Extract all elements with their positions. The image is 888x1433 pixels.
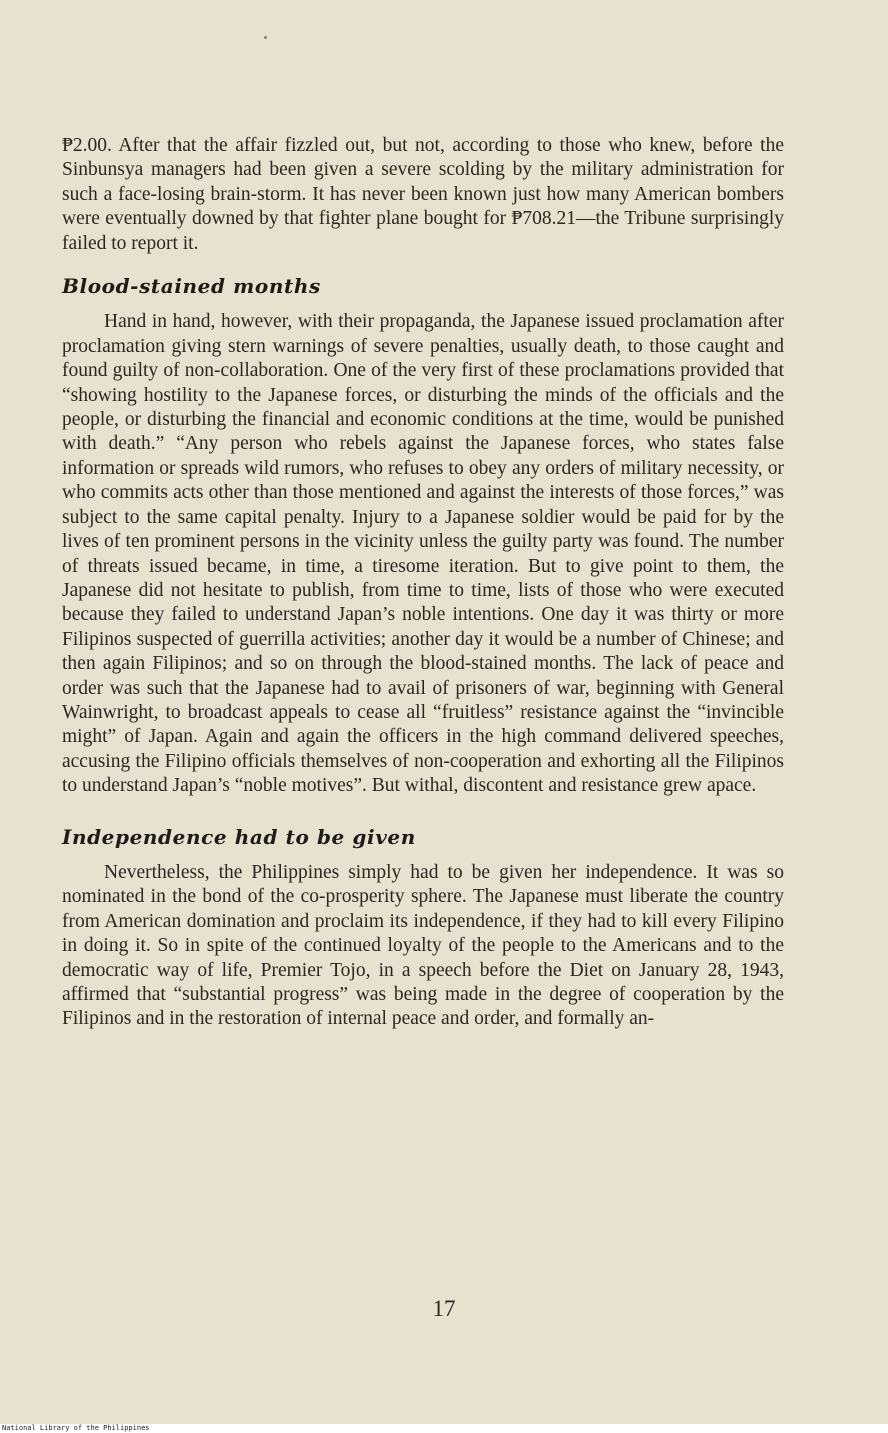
section-paragraph-blood-stained-months: Hand in hand, however, with their propaganda, the Japanese issued proclamation after proclamation giving stern warnings of severe penalties, usually death, to those caught and found guilty of non-collaboration. One of the very first of these proclamations provided that “showing hostility to the Japanese forces, or disturbing the minds of the officials and the people, or disturbing the financial and economic conditions at the time, would be punished with death.” “Any person who rebels against the Japanese forces, who states false information or spreads wild rumors, who refuses to obey any orders of military necessity, or who commits acts other than those mentioned and against the interests of those forces,” was subject to the same capital penalty. Injury to a Japanese soldier would be paid for by the lives of ten prominent persons in the vicinity unless the guilty party was found. The number of threats issued became, in time, a tiresome iteration. But to give point to them, the Japanese did not hesitate to publish, from time to time, lists of those who were executed because they failed to understand Japan’s noble intentions. One day it was thirty or more Filipinos suspected of guerrilla activities; another day it would be a number of Chinese; and then again Filipinos; and so on through the blood-stained months. The lack of peace and order was such that the Japanese had to avail of prisoners of war, beginning with General Wainwright, to broadcast appeals to cease all “fruitless” resistance against the “invincible might” of Japan. Again and again the officers in the high command delivered speeches, accusing the Filipino officials themselves of non-cooperation and exhorting all the Filipinos to understand Japan’s “noble motives”. But withal, discontent and resistance grew apace. [62,311,784,797]
intro-paragraph: ₱2.00. After that the affair fizzled out, but not, according to those who knew, before the Sinbunsya managers had been given a severe scolding by the military administration for such a face-losing brain-storm. It has never been known just how many American bombers were eventually downed by that fighter plane bought for ₱708.21—the Tribune surprisingly failed to report it. [62,135,784,254]
library-credit: National Library of the Philippines [2,1424,150,1432]
page-number: 17 [432,1296,456,1321]
paper-speck [264,36,267,39]
page-body [62,134,784,1032]
section-heading-independence: Independence had to be given [62,824,416,849]
section-heading-blood-stained-months: Blood-stained months [62,274,321,299]
section-paragraph-independence: Nevertheless, the Philippines simply had to be given her independence. It was so nominated in the bond of the co-prosperity sphere. The Japanese must liberate the country from American domination and proclaim its independence, if they had to kill every Filipino in doing it. So in spite of the continued loyalty of the people to the Americans and to the democratic way of life, Premier Tojo, in a speech before the Diet on January 28, 1943, affirmed that “substantial progress” was being made in the degree of cooperation by the Filipinos and in the restoration of internal peace and order, and formally an- [62,861,784,1030]
